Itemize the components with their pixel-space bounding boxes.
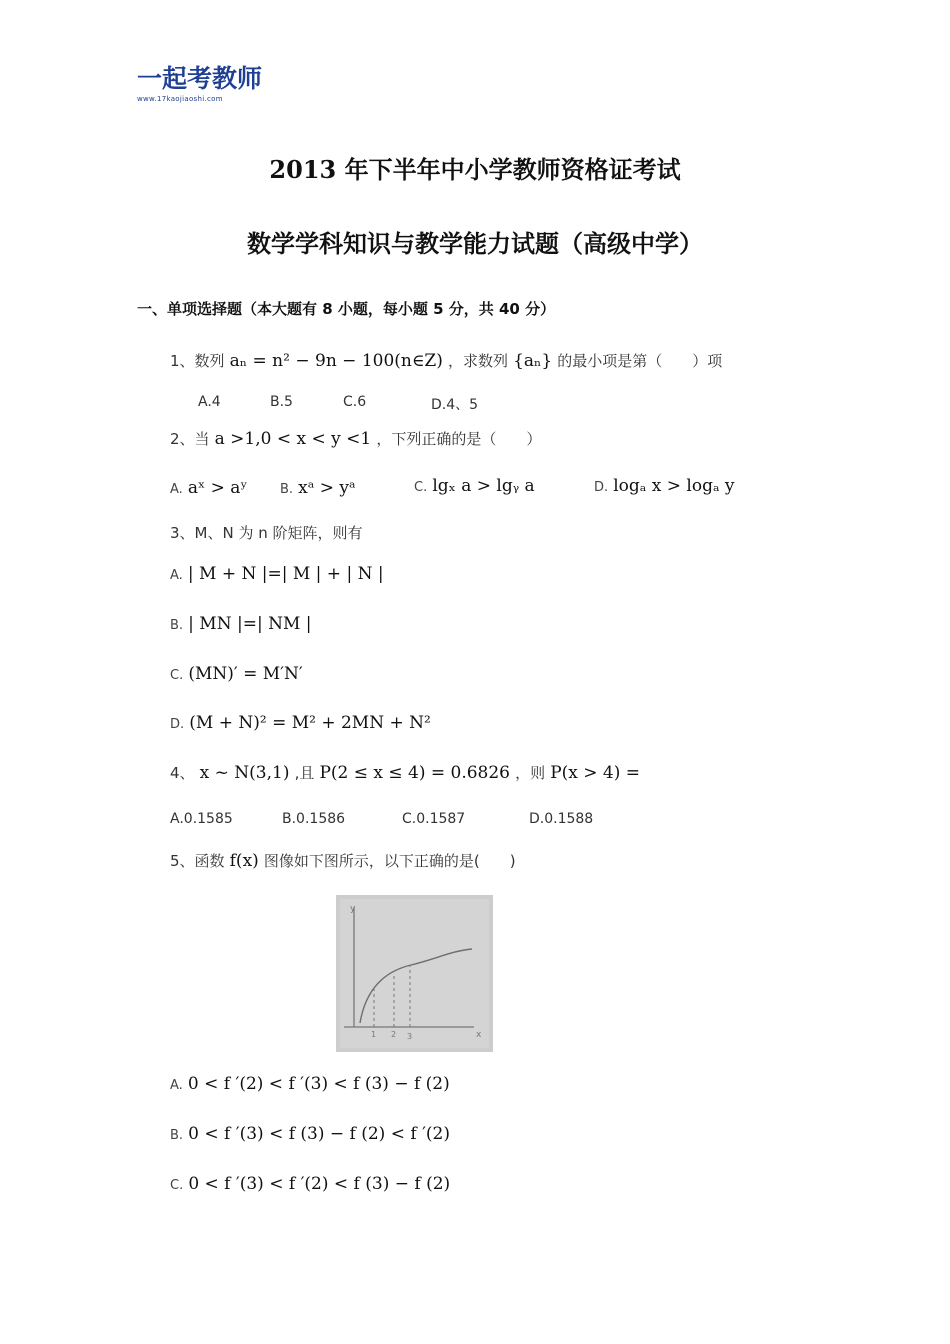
q3-formula-c: (MN)′ = M′N′: [188, 664, 303, 684]
q2-formula-a: aˣ > aʸ: [187, 478, 248, 498]
q3-formula-a: | M + N |=| M | + | N |: [187, 564, 384, 584]
q1-option-a: A.4: [198, 394, 221, 410]
q4-formula-3: P(x > 4) =: [550, 763, 641, 783]
q2-option-b: [280, 478, 356, 498]
q3-formula-b: | MN |=| NM |: [188, 614, 312, 634]
q2-formula-b: xᵃ > yᵃ: [298, 478, 356, 498]
question-2: [170, 428, 541, 449]
page-title: 2013 年下半年中小学教师资格证考试: [269, 155, 681, 184]
q2-label-b: B.: [280, 482, 294, 497]
q4-mid2: ，则: [515, 764, 546, 782]
tick-label-1: 1: [371, 1030, 377, 1039]
q5-formula: f(x): [229, 851, 259, 871]
q4-option-a: A.0.1585: [170, 811, 233, 827]
q1-option-c: C.6: [343, 394, 367, 410]
q4-option-d: D.0.1588: [529, 811, 594, 827]
q5-label-a: A.: [170, 1078, 183, 1093]
q5-formula-b: 0 < f ′(3) < f (3) − f (2) < f ′(2): [188, 1124, 451, 1144]
q1-suffix: 的最小项是第（ ）项: [557, 352, 723, 370]
q2-option-c: [414, 476, 535, 496]
q2-label-a: A.: [170, 482, 183, 497]
q3-option-a: [170, 564, 384, 584]
q3-option-b: [170, 614, 312, 634]
q3-label-a: A.: [170, 568, 183, 583]
q3-label-c: C.: [170, 668, 184, 683]
q4-formula-1: x ~ N(3,1): [199, 763, 290, 783]
function-graph: [336, 895, 493, 1052]
q1-mid: ，求数列: [447, 352, 508, 370]
section-heading: 一、单项选择题（本大题有 8 小题，每小题 5 分，共 40 分）: [137, 300, 556, 318]
question-3: 3、M、N 为 n 阶矩阵，则有: [170, 524, 363, 542]
q2-option-a: [170, 478, 248, 498]
y-axis-label: y: [350, 904, 356, 914]
q2-suffix: ，下列正确的是（ ）: [376, 430, 542, 448]
q1-prefix: 1、数列: [170, 352, 225, 370]
tick-label-3: 3: [407, 1032, 413, 1041]
q3-formula-d: (M + N)² = M² + 2MN + N²: [189, 713, 431, 733]
logo-url: www.17kaojiaoshi.com: [137, 95, 223, 103]
q1-option-b: B.5: [270, 394, 293, 410]
q4-option-c: C.0.1587: [402, 811, 466, 827]
question-4: [170, 762, 640, 783]
page-subtitle: 数学学科知识与教学能力试题（高级中学）: [247, 229, 703, 258]
q3-label-b: B.: [170, 618, 184, 633]
q3-option-d: [170, 713, 431, 733]
q5-option-b: [170, 1124, 450, 1144]
q1-set: {aₙ}: [513, 351, 553, 371]
q1-option-d: D.4、5: [431, 397, 479, 413]
question-1: [170, 350, 722, 371]
q2-label-d: D.: [594, 480, 609, 495]
function-graph-figure: [336, 895, 493, 1052]
q5-formula-a: 0 < f ′(2) < f ′(3) < f (3) − f (2): [187, 1074, 450, 1094]
q1-formula: aₙ = n² − 9n − 100(n∈Z): [229, 351, 443, 371]
q4-prefix: 4、: [170, 764, 195, 782]
q2-prefix: 2、当: [170, 430, 210, 448]
question-5: [170, 850, 516, 871]
q2-option-d: [594, 476, 735, 496]
logo: 一起考教师: [137, 64, 263, 93]
q4-mid: ,且: [294, 764, 315, 782]
q3-option-c: [170, 664, 303, 684]
q5-option-a: [170, 1074, 450, 1094]
q5-option-c: [170, 1174, 450, 1194]
q5-label-b: B.: [170, 1128, 184, 1143]
q5-prefix: 5、函数: [170, 852, 225, 870]
q5-formula-c: 0 < f ′(3) < f ′(2) < f (3) − f (2): [188, 1174, 451, 1194]
q3-label-d: D.: [170, 717, 185, 732]
q5-suffix: 图像如下图所示，以下正确的是( ): [263, 852, 516, 870]
q2-formula-c: lgₓ a > lgᵧ a: [432, 476, 535, 496]
q2-formula: a >1,0 < x < y <1: [214, 429, 372, 449]
q4-option-b: B.0.1586: [282, 811, 346, 827]
tick-label-2: 2: [391, 1030, 397, 1039]
q4-formula-2: P(2 ≤ x ≤ 4) = 0.6826: [319, 763, 510, 783]
x-axis-label: x: [476, 1030, 482, 1040]
q2-formula-d: logₐ x > logₐ y: [613, 476, 735, 496]
q2-label-c: C.: [414, 480, 428, 495]
q5-label-c: C.: [170, 1178, 184, 1193]
